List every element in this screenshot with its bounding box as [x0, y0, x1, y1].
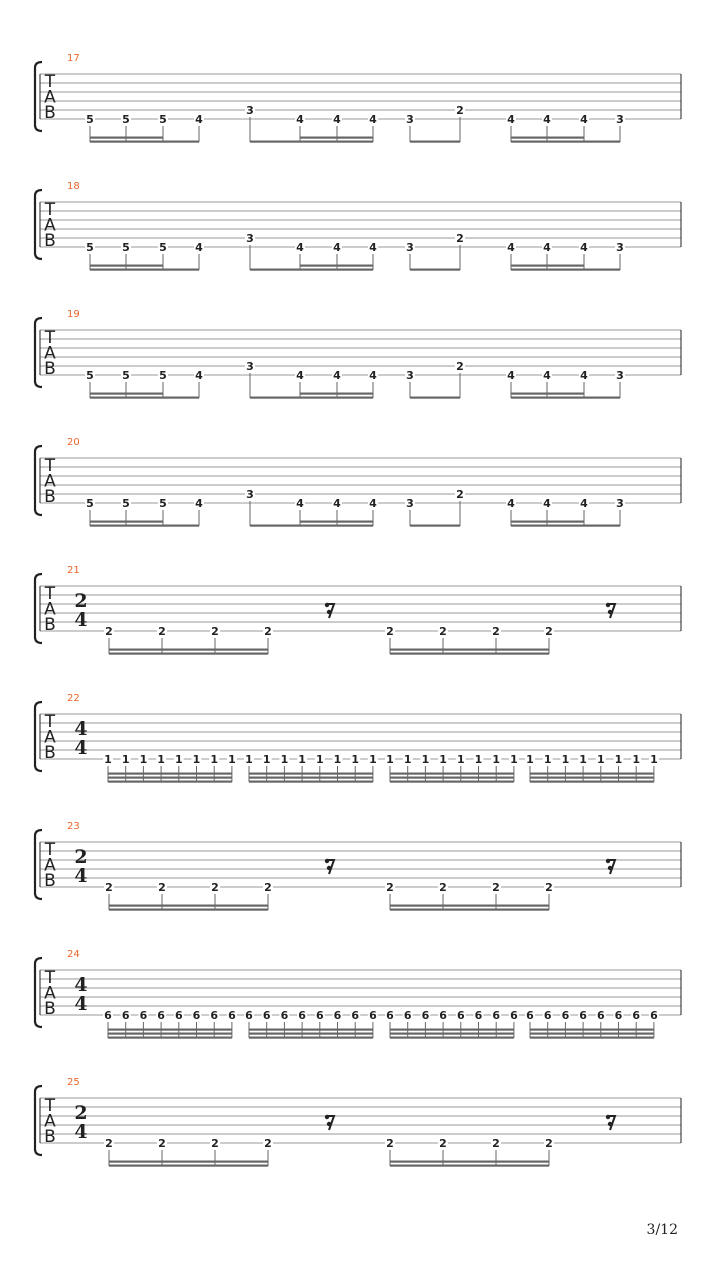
fret-number: 5: [159, 497, 167, 510]
fret-number: 6: [174, 1009, 183, 1022]
beam-secondary: [300, 265, 373, 267]
beam: [390, 905, 549, 907]
beam: [390, 909, 549, 911]
beam: [511, 141, 620, 143]
fret-number: 6: [280, 1009, 289, 1022]
beam: [90, 525, 199, 527]
fret-number: 5: [122, 497, 130, 510]
fret-number: 6: [157, 1009, 165, 1022]
fret-number: 1: [280, 753, 289, 766]
beam: [410, 397, 460, 399]
fret-number: 5: [159, 369, 167, 382]
tab-clef-letter: T: [44, 456, 56, 476]
beam: [109, 1161, 268, 1163]
tab-clef-letter: T: [44, 200, 56, 220]
fret-number: 6: [386, 1009, 394, 1022]
fret-number: 6: [650, 1009, 658, 1022]
fret-number: 1: [104, 753, 112, 766]
fret-number: 1: [245, 753, 253, 766]
fret-number: 2: [456, 104, 464, 117]
fret-number: 5: [86, 497, 94, 510]
rest-dot: [327, 610, 331, 614]
fret-number: 3: [616, 113, 624, 126]
fret-number: 6: [228, 1009, 236, 1022]
fret-number: 1: [315, 753, 324, 766]
fret-number: 1: [543, 753, 552, 766]
beam: [90, 397, 199, 399]
staff-bracket: [35, 830, 42, 899]
fret-number: 1: [474, 753, 483, 766]
beam-secondary: [511, 265, 584, 267]
staff-bracket: [35, 1086, 42, 1155]
beam: [108, 781, 232, 783]
tab-clef-letter: A: [44, 343, 56, 364]
fret-number: 6: [526, 1009, 534, 1022]
time-signature-bottom: 4: [74, 737, 88, 759]
time-signature-top: 2: [74, 590, 88, 612]
fret-number: 6: [510, 1009, 518, 1022]
fret-number: 4: [333, 241, 341, 254]
beam: [530, 1033, 654, 1035]
beam: [108, 1033, 232, 1035]
beam: [108, 1029, 232, 1031]
fret-number: 1: [561, 753, 570, 766]
measure-number: 24: [67, 949, 80, 960]
fret-number: 4: [296, 113, 304, 126]
beam-secondary: [511, 521, 584, 523]
beam: [390, 1029, 514, 1031]
fret-number: 4: [580, 241, 588, 254]
fret-number: 6: [456, 1009, 465, 1022]
fret-number: 6: [192, 1009, 201, 1022]
fret-number: 5: [159, 113, 167, 126]
beam: [249, 1029, 373, 1031]
beam: [109, 653, 268, 655]
fret-number: 5: [122, 113, 130, 126]
time-signature-bottom: 4: [74, 609, 88, 631]
fret-number: 2: [386, 1137, 394, 1150]
measure-number: 17: [67, 53, 80, 64]
beam: [511, 525, 620, 527]
fret-number: 1: [492, 753, 501, 766]
fret-number: 6: [596, 1009, 605, 1022]
fret-number: 4: [543, 497, 551, 510]
rest-dot: [325, 603, 329, 607]
fret-number: 6: [421, 1009, 430, 1022]
fret-number: 2: [158, 1137, 166, 1150]
tab-clef-letter: T: [44, 1096, 56, 1116]
fret-number: 4: [195, 369, 203, 382]
beam: [109, 909, 268, 911]
fret-number: 2: [264, 1137, 272, 1150]
fret-number: 3: [246, 360, 254, 373]
fret-number: 2: [105, 625, 113, 638]
rest-dot: [606, 603, 610, 607]
tab-clef-letter: B: [44, 231, 56, 251]
fret-number: 4: [369, 497, 377, 510]
beam: [390, 1161, 549, 1163]
fret-number: 1: [386, 753, 394, 766]
time-signature-bottom: 4: [74, 1121, 88, 1143]
fret-number: 4: [543, 241, 551, 254]
tab-clef-letter: T: [44, 968, 56, 988]
tab-clef-letter: A: [44, 983, 56, 1004]
fret-number: 1: [403, 753, 412, 766]
beam: [108, 777, 232, 779]
rest-dot: [608, 866, 612, 870]
tab-clef-letter: A: [44, 87, 56, 108]
fret-number: 4: [580, 497, 588, 510]
fret-number: 4: [296, 369, 304, 382]
fret-number: 4: [333, 497, 341, 510]
fret-number: 3: [616, 241, 624, 254]
beam: [530, 773, 654, 775]
fret-number: 6: [315, 1009, 324, 1022]
fret-number: 1: [157, 753, 165, 766]
fret-number: 2: [211, 625, 219, 638]
tab-clef-letter: B: [44, 999, 56, 1019]
fret-number: 4: [507, 497, 515, 510]
fret-number: 3: [406, 497, 414, 510]
tab-clef-letter: T: [44, 712, 56, 732]
fret-number: 4: [333, 369, 341, 382]
staff-bracket: [35, 446, 42, 515]
fret-number: 2: [492, 625, 500, 638]
measure-number: 20: [67, 437, 80, 448]
time-signature-top: 4: [74, 974, 88, 996]
fret-number: 1: [192, 753, 201, 766]
fret-number: 3: [616, 369, 624, 382]
fret-number: 6: [369, 1009, 377, 1022]
fret-number: 5: [122, 369, 130, 382]
fret-number: 2: [456, 360, 464, 373]
beam: [390, 777, 514, 779]
beam-secondary: [511, 393, 584, 395]
measure-number: 18: [67, 181, 80, 192]
fret-number: 1: [632, 753, 641, 766]
fret-number: 4: [333, 113, 341, 126]
staff-bracket: [35, 190, 42, 259]
beam: [390, 773, 514, 775]
fret-number: 6: [351, 1009, 360, 1022]
fret-number: 1: [650, 753, 658, 766]
fret-number: 2: [105, 1137, 113, 1150]
beam-secondary: [300, 137, 373, 139]
fret-number: 4: [580, 369, 588, 382]
fret-number: 1: [139, 753, 148, 766]
fret-number: 1: [333, 753, 342, 766]
rest-dot: [606, 859, 610, 863]
fret-number: 6: [139, 1009, 148, 1022]
fret-number: 6: [474, 1009, 483, 1022]
fret-number: 4: [543, 113, 551, 126]
beam: [90, 269, 199, 271]
beam: [249, 773, 373, 775]
beam: [108, 1037, 232, 1039]
beam: [410, 525, 460, 527]
fret-number: 1: [510, 753, 518, 766]
fret-number: 4: [543, 369, 551, 382]
fret-number: 2: [456, 488, 464, 501]
time-signature-bottom: 4: [74, 865, 88, 887]
fret-number: 2: [211, 1137, 219, 1150]
fret-number: 3: [406, 369, 414, 382]
fret-number: 2: [158, 625, 166, 638]
tab-clef-letter: A: [44, 1111, 56, 1132]
fret-number: 2: [492, 881, 500, 894]
fret-number: 5: [86, 241, 94, 254]
fret-number: 1: [351, 753, 360, 766]
tab-clef-letter: A: [44, 471, 56, 492]
rest-dot: [608, 610, 612, 614]
beam-secondary: [511, 137, 584, 139]
fret-number: 2: [492, 1137, 500, 1150]
tab-clef-letter: T: [44, 584, 56, 604]
fret-number: 6: [579, 1009, 587, 1022]
fret-number: 6: [439, 1009, 447, 1022]
fret-number: 2: [545, 625, 553, 638]
fret-number: 6: [543, 1009, 552, 1022]
fret-number: 4: [195, 497, 203, 510]
beam: [109, 649, 268, 651]
fret-number: 6: [210, 1009, 219, 1022]
fret-number: 4: [369, 113, 377, 126]
time-signature-top: 2: [74, 1102, 88, 1124]
fret-number: 3: [406, 113, 414, 126]
beam: [410, 141, 460, 143]
fret-number: 3: [246, 104, 254, 117]
beam: [511, 397, 620, 399]
fret-number: 2: [386, 625, 394, 638]
fret-number: 3: [406, 241, 414, 254]
tab-clef-letter: T: [44, 840, 56, 860]
beam: [249, 777, 373, 779]
beam: [390, 653, 549, 655]
beam: [390, 1165, 549, 1167]
tab-clef-letter: B: [44, 1127, 56, 1147]
tab-clef-letter: T: [44, 72, 56, 92]
staff-bracket: [35, 62, 42, 131]
tab-clef-letter: B: [44, 487, 56, 507]
beam: [530, 781, 654, 783]
rest-dot: [608, 1122, 612, 1126]
beam: [90, 141, 199, 143]
measure-number: 25: [67, 1077, 80, 1088]
staff-bracket: [35, 574, 42, 643]
fret-number: 3: [246, 488, 254, 501]
fret-number: 5: [159, 241, 167, 254]
fret-number: 2: [545, 1137, 553, 1150]
beam: [390, 781, 514, 783]
fret-number: 2: [439, 881, 447, 894]
fret-number: 4: [195, 241, 203, 254]
rest-dot: [325, 1115, 329, 1119]
beam: [530, 1029, 654, 1031]
staff-bracket: [35, 958, 42, 1027]
fret-number: 3: [246, 232, 254, 245]
beam-secondary: [300, 393, 373, 395]
beam-secondary: [90, 137, 163, 139]
fret-number: 4: [507, 369, 515, 382]
fret-number: 6: [245, 1009, 253, 1022]
fret-number: 4: [507, 113, 515, 126]
beam-secondary: [90, 393, 163, 395]
fret-number: 4: [296, 497, 304, 510]
beam-secondary: [90, 265, 163, 267]
fret-number: 6: [492, 1009, 501, 1022]
tab-clef-letter: A: [44, 727, 56, 748]
fret-number: 1: [298, 753, 306, 766]
fret-number: 2: [264, 625, 272, 638]
beam: [410, 269, 460, 271]
time-signature-bottom: 4: [74, 993, 88, 1015]
fret-number: 1: [596, 753, 605, 766]
fret-number: 1: [439, 753, 447, 766]
fret-number: 1: [369, 753, 377, 766]
fret-number: 6: [104, 1009, 112, 1022]
fret-number: 4: [580, 113, 588, 126]
tab-clef-letter: B: [44, 359, 56, 379]
fret-number: 1: [174, 753, 183, 766]
beam: [249, 1037, 373, 1039]
tab-clef-letter: T: [44, 328, 56, 348]
fret-number: 2: [211, 881, 219, 894]
fret-number: 1: [121, 753, 130, 766]
fret-number: 1: [228, 753, 236, 766]
measure-number: 22: [67, 693, 80, 704]
fret-number: 6: [121, 1009, 130, 1022]
fret-number: 4: [195, 113, 203, 126]
fret-number: 1: [262, 753, 271, 766]
beam: [390, 1033, 514, 1035]
tab-clef-letter: A: [44, 215, 56, 236]
beam: [390, 1037, 514, 1039]
beam: [530, 1037, 654, 1039]
measure-number: 23: [67, 821, 80, 832]
rest-dot: [327, 866, 331, 870]
fret-number: 2: [439, 1137, 447, 1150]
time-signature-top: 2: [74, 846, 88, 868]
beam: [390, 649, 549, 651]
fret-number: 2: [386, 881, 394, 894]
fret-number: 5: [86, 113, 94, 126]
fret-number: 4: [369, 241, 377, 254]
beam: [250, 397, 373, 399]
fret-number: 2: [439, 625, 447, 638]
beam: [250, 269, 373, 271]
tab-clef-letter: B: [44, 871, 56, 891]
fret-number: 6: [333, 1009, 342, 1022]
tab-clef-letter: A: [44, 599, 56, 620]
beam: [109, 905, 268, 907]
rest-dot: [327, 1122, 331, 1126]
fret-number: 1: [421, 753, 430, 766]
fret-number: 6: [614, 1009, 623, 1022]
fret-number: 6: [298, 1009, 306, 1022]
fret-number: 1: [526, 753, 534, 766]
rest-dot: [325, 859, 329, 863]
fret-number: 2: [545, 881, 553, 894]
tab-clef-letter: B: [44, 743, 56, 763]
beam: [250, 141, 373, 143]
measure-number: 19: [67, 309, 80, 320]
fret-number: 5: [122, 241, 130, 254]
fret-number: 1: [210, 753, 219, 766]
fret-number: 4: [369, 369, 377, 382]
fret-number: 1: [579, 753, 587, 766]
fret-number: 6: [561, 1009, 570, 1022]
beam: [109, 1165, 268, 1167]
beam-secondary: [300, 521, 373, 523]
staff-bracket: [35, 318, 42, 387]
beam: [511, 269, 620, 271]
fret-number: 4: [507, 241, 515, 254]
fret-number: 1: [456, 753, 465, 766]
fret-number: 2: [264, 881, 272, 894]
beam: [250, 525, 373, 527]
page-number: 3/12: [646, 1222, 678, 1238]
staff-bracket: [35, 702, 42, 771]
fret-number: 2: [105, 881, 113, 894]
beam: [249, 1033, 373, 1035]
measure-number: 21: [67, 565, 80, 576]
tab-clef-letter: B: [44, 103, 56, 123]
beam: [249, 781, 373, 783]
fret-number: 5: [86, 369, 94, 382]
fret-number: 1: [614, 753, 623, 766]
fret-number: 2: [158, 881, 166, 894]
fret-number: 6: [632, 1009, 641, 1022]
tab-clef-letter: A: [44, 855, 56, 876]
fret-number: 6: [403, 1009, 412, 1022]
fret-number: 3: [616, 497, 624, 510]
beam: [530, 777, 654, 779]
beam: [108, 773, 232, 775]
fret-number: 2: [456, 232, 464, 245]
time-signature-top: 4: [74, 718, 88, 740]
fret-number: 4: [296, 241, 304, 254]
tab-clef-letter: B: [44, 615, 56, 635]
fret-number: 6: [262, 1009, 271, 1022]
beam-secondary: [90, 521, 163, 523]
rest-dot: [606, 1115, 610, 1119]
